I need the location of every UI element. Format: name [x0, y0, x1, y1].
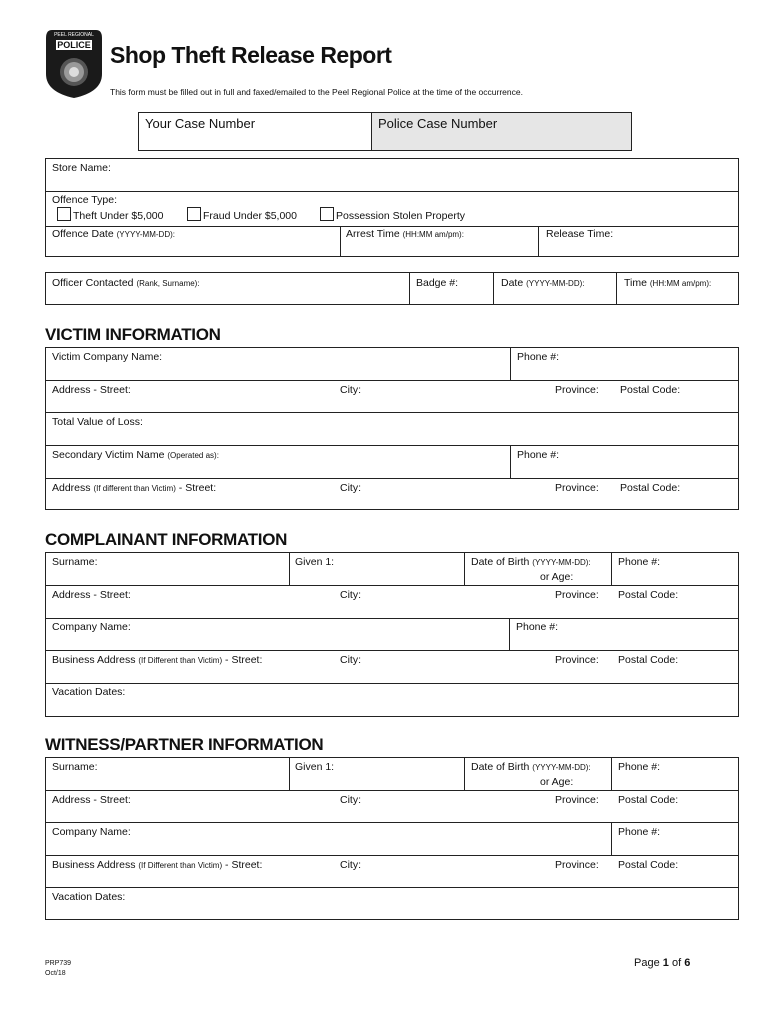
witness-postal-field[interactable]: Postal Code:	[618, 794, 679, 806]
police-badge-logo	[44, 28, 104, 100]
witness-province-field[interactable]: Province:	[555, 794, 599, 806]
page-subtitle: This form must be filled out in full and faxed/emailed to the Peel Regional Police at the time of the occurrence.	[110, 87, 523, 97]
arrest-time-field[interactable]: Arrest Time (HH:MM am/pm):	[346, 228, 464, 240]
badge-field[interactable]: Badge #:	[416, 277, 459, 289]
witness-biz-postal-field[interactable]: Postal Code:	[618, 859, 679, 871]
complainant-vacation-field[interactable]: Vacation Dates:	[52, 686, 126, 698]
secondary-postal-field[interactable]: Postal Code:	[620, 482, 681, 494]
store-name-field[interactable]: Store Name:	[52, 162, 111, 174]
theft-under-checkbox[interactable]	[57, 207, 71, 221]
victim-phone-field[interactable]: Phone #:	[517, 351, 560, 363]
release-time-field[interactable]: Release Time:	[546, 228, 614, 240]
victim-postal-field[interactable]: Postal Code:	[620, 384, 681, 396]
complainant-age-label: or Age:	[540, 571, 574, 583]
officer-time-field[interactable]: Time (HH:MM am/pm):	[624, 277, 712, 289]
witness-given-field[interactable]: Given 1:	[295, 761, 335, 773]
witness-vacation-field[interactable]: Vacation Dates:	[52, 891, 126, 903]
complainant-biz-province-field[interactable]: Province:	[555, 654, 599, 666]
logo-main-text: POLICE	[57, 40, 91, 50]
possession-checkbox[interactable]	[320, 207, 334, 221]
witness-dob-field[interactable]: Date of Birth (YYYY-MM-DD):	[471, 761, 591, 773]
victim-city-field[interactable]: City:	[340, 384, 361, 396]
complainant-surname-field[interactable]: Surname:	[52, 556, 98, 568]
police-case-number-field	[371, 112, 632, 151]
secondary-victim-field[interactable]: Secondary Victim Name (Operated as):	[52, 449, 219, 461]
officer-contacted-field[interactable]: Officer Contacted (Rank, Surname):	[52, 277, 200, 289]
complainant-company-field[interactable]: Company Name:	[52, 621, 131, 633]
theft-under-label: Theft Under $5,000	[73, 210, 164, 222]
witness-address-field[interactable]: Address - Street:	[52, 794, 131, 806]
witness-biz-address-field[interactable]: Business Address (If Different than Victim) - Street:	[52, 859, 263, 871]
complainant-heading: COMPLAINANT INFORMATION	[45, 530, 288, 549]
your-case-number-field[interactable]	[138, 112, 372, 151]
complainant-phone-field[interactable]: Phone #:	[618, 556, 661, 568]
witness-company-phone-field[interactable]: Phone #:	[618, 826, 661, 838]
police-case-number-label: Police Case Number	[378, 116, 498, 131]
witness-surname-field[interactable]: Surname:	[52, 761, 98, 773]
page-number: Page 1 of 6	[634, 957, 691, 969]
form-date: Oct/18	[45, 970, 66, 977]
witness-biz-province-field[interactable]: Province:	[555, 859, 599, 871]
secondary-address-field[interactable]: Address (If different than Victim) - Street:	[52, 482, 217, 494]
victim-province-field[interactable]: Province:	[555, 384, 599, 396]
complainant-given-field[interactable]: Given 1:	[295, 556, 335, 568]
complainant-biz-address-field[interactable]: Business Address (If Different than Victim) - Street:	[52, 654, 263, 666]
victim-company-field[interactable]: Victim Company Name:	[52, 351, 163, 363]
secondary-province-field[interactable]: Province:	[555, 482, 599, 494]
victim-heading: VICTIM INFORMATION	[45, 325, 221, 344]
offence-type-label: Offence Type:	[52, 194, 117, 206]
complainant-city-field[interactable]: City:	[340, 589, 361, 601]
your-case-number-label: Your Case Number	[145, 116, 256, 131]
form-code: PRP739	[45, 960, 72, 967]
witness-biz-city-field[interactable]: City:	[340, 859, 361, 871]
victim-address-field[interactable]: Address - Street:	[52, 384, 131, 396]
total-loss-field[interactable]: Total Value of Loss:	[52, 416, 143, 428]
complainant-province-field[interactable]: Province:	[555, 589, 599, 601]
complainant-company-phone-field[interactable]: Phone #:	[516, 621, 559, 633]
complainant-dob-field[interactable]: Date of Birth (YYYY-MM-DD):	[471, 556, 591, 568]
complainant-biz-city-field[interactable]: City:	[340, 654, 361, 666]
secondary-city-field[interactable]: City:	[340, 482, 361, 494]
logo-top-text: PEEL REGIONAL	[54, 32, 94, 38]
complainant-block	[45, 552, 739, 717]
witness-block	[45, 757, 739, 920]
complainant-biz-postal-field[interactable]: Postal Code:	[618, 654, 679, 666]
complainant-postal-field[interactable]: Postal Code:	[618, 589, 679, 601]
offence-block	[45, 158, 739, 257]
secondary-phone-field[interactable]: Phone #:	[517, 449, 560, 461]
witness-age-label: or Age:	[540, 776, 574, 788]
page-title: Shop Theft Release Report	[110, 42, 392, 68]
fraud-under-label: Fraud Under $5,000	[203, 210, 297, 222]
possession-label: Possession Stolen Property	[336, 210, 465, 222]
complainant-address-field[interactable]: Address - Street:	[52, 589, 131, 601]
witness-city-field[interactable]: City:	[340, 794, 361, 806]
fraud-under-checkbox[interactable]	[187, 207, 201, 221]
witness-company-field[interactable]: Company Name:	[52, 826, 131, 838]
witness-heading: WITNESS/PARTNER INFORMATION	[45, 735, 324, 754]
offence-date-field[interactable]: Offence Date (YYYY-MM-DD):	[52, 228, 175, 240]
witness-phone-field[interactable]: Phone #:	[618, 761, 661, 773]
officer-date-field[interactable]: Date (YYYY-MM-DD):	[501, 277, 585, 289]
